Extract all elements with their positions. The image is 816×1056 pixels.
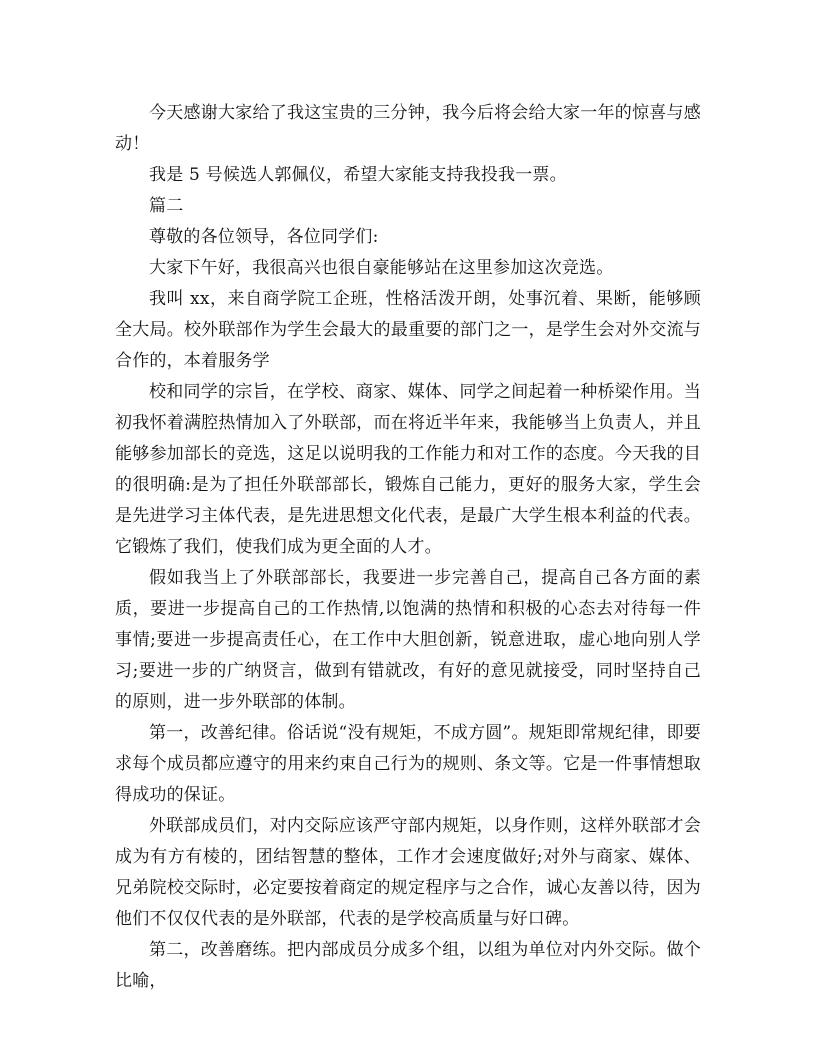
document-body: [115, 98, 701, 997]
paragraph-greeting: 大家下午好，我很高兴也很自豪能够站在这里参加这次竞选。: [149, 258, 614, 278]
paragraph-salutation: 尊敬的各位领导，各位同学们:: [149, 227, 379, 247]
paragraph-motivation: 校和同学的宗旨，在学校、商家、媒体、同学之间起着一种桥梁作用。当初我怀着满腔热情加入了外联部，而在将近半年来，我能够当上负责人，并且能够参加部长的竞选，这足以说明我的工作能力和对工作的态度。今天我的目的很明确:是为了担任外联部部长，锻炼自己能力，更好的服务大家，学生会是先进学习主体代表，是先进思想文化代表，是最广大学生根本利益的代表。它锻炼了我们，使我们成为更全面的人才。: [115, 382, 701, 557]
paragraph-closing-thanks: 今天感谢大家给了我这宝贵的三分钟，我今后将会给大家一年的惊喜与感动！: [115, 103, 701, 154]
paragraph-members: 外联部成员们，对内交际应该严守部内规矩，以身作则，这样外联部才会成为有方有棱的，团结智慧的整体，工作才会速度做好;对外与商家、媒体、兄弟院校交际时，必定要按着商定的规定程序与之合作，诚心友善以待，因为他们不仅仅代表的是外联部，代表的是学校高质量与好口碑。: [115, 816, 701, 929]
paragraph-discipline: 第一，改善纪律。俗话说“没有规矩，不成方圆”。规矩即常规纪律，即要求每个成员都应遵守的用来约束自己行为的规则、条文等。它是一件事情想取得成功的保证。: [115, 723, 701, 805]
paragraph-plans: 假如我当上了外联部部长，我要进一步完善自己，提高自己各方面的素质，要进一步提高自己的工作热情,以饱满的热情和积极的心态去对待每一件事情;要进一步提高责任心，在工作中大胆创新，锐意进取，虚心地向别人学习;要进一步的广纳贤言，做到有错就改，有好的意见就接受，同时坚持自己的原则，进一步外联部的体制。: [115, 568, 701, 712]
section-heading: 篇二: [149, 196, 184, 216]
paragraph-training: 第二，改善磨练。把内部成员分成多个组，以组为单位对内外交际。做个比喻，: [115, 940, 701, 991]
paragraph-candidate-intro: 我是 5 号候选人郭佩仪，希望大家能支持我投我一票。: [149, 165, 567, 185]
paragraph-self-intro: 我叫 xx，来自商学院工企班，性格活泼开朗，处事沉着、果断，能够顾全大局。校外联部作为学生会最大的最重要的部门之一，是学生会对外交流与合作的，本着服务学: [115, 289, 701, 371]
